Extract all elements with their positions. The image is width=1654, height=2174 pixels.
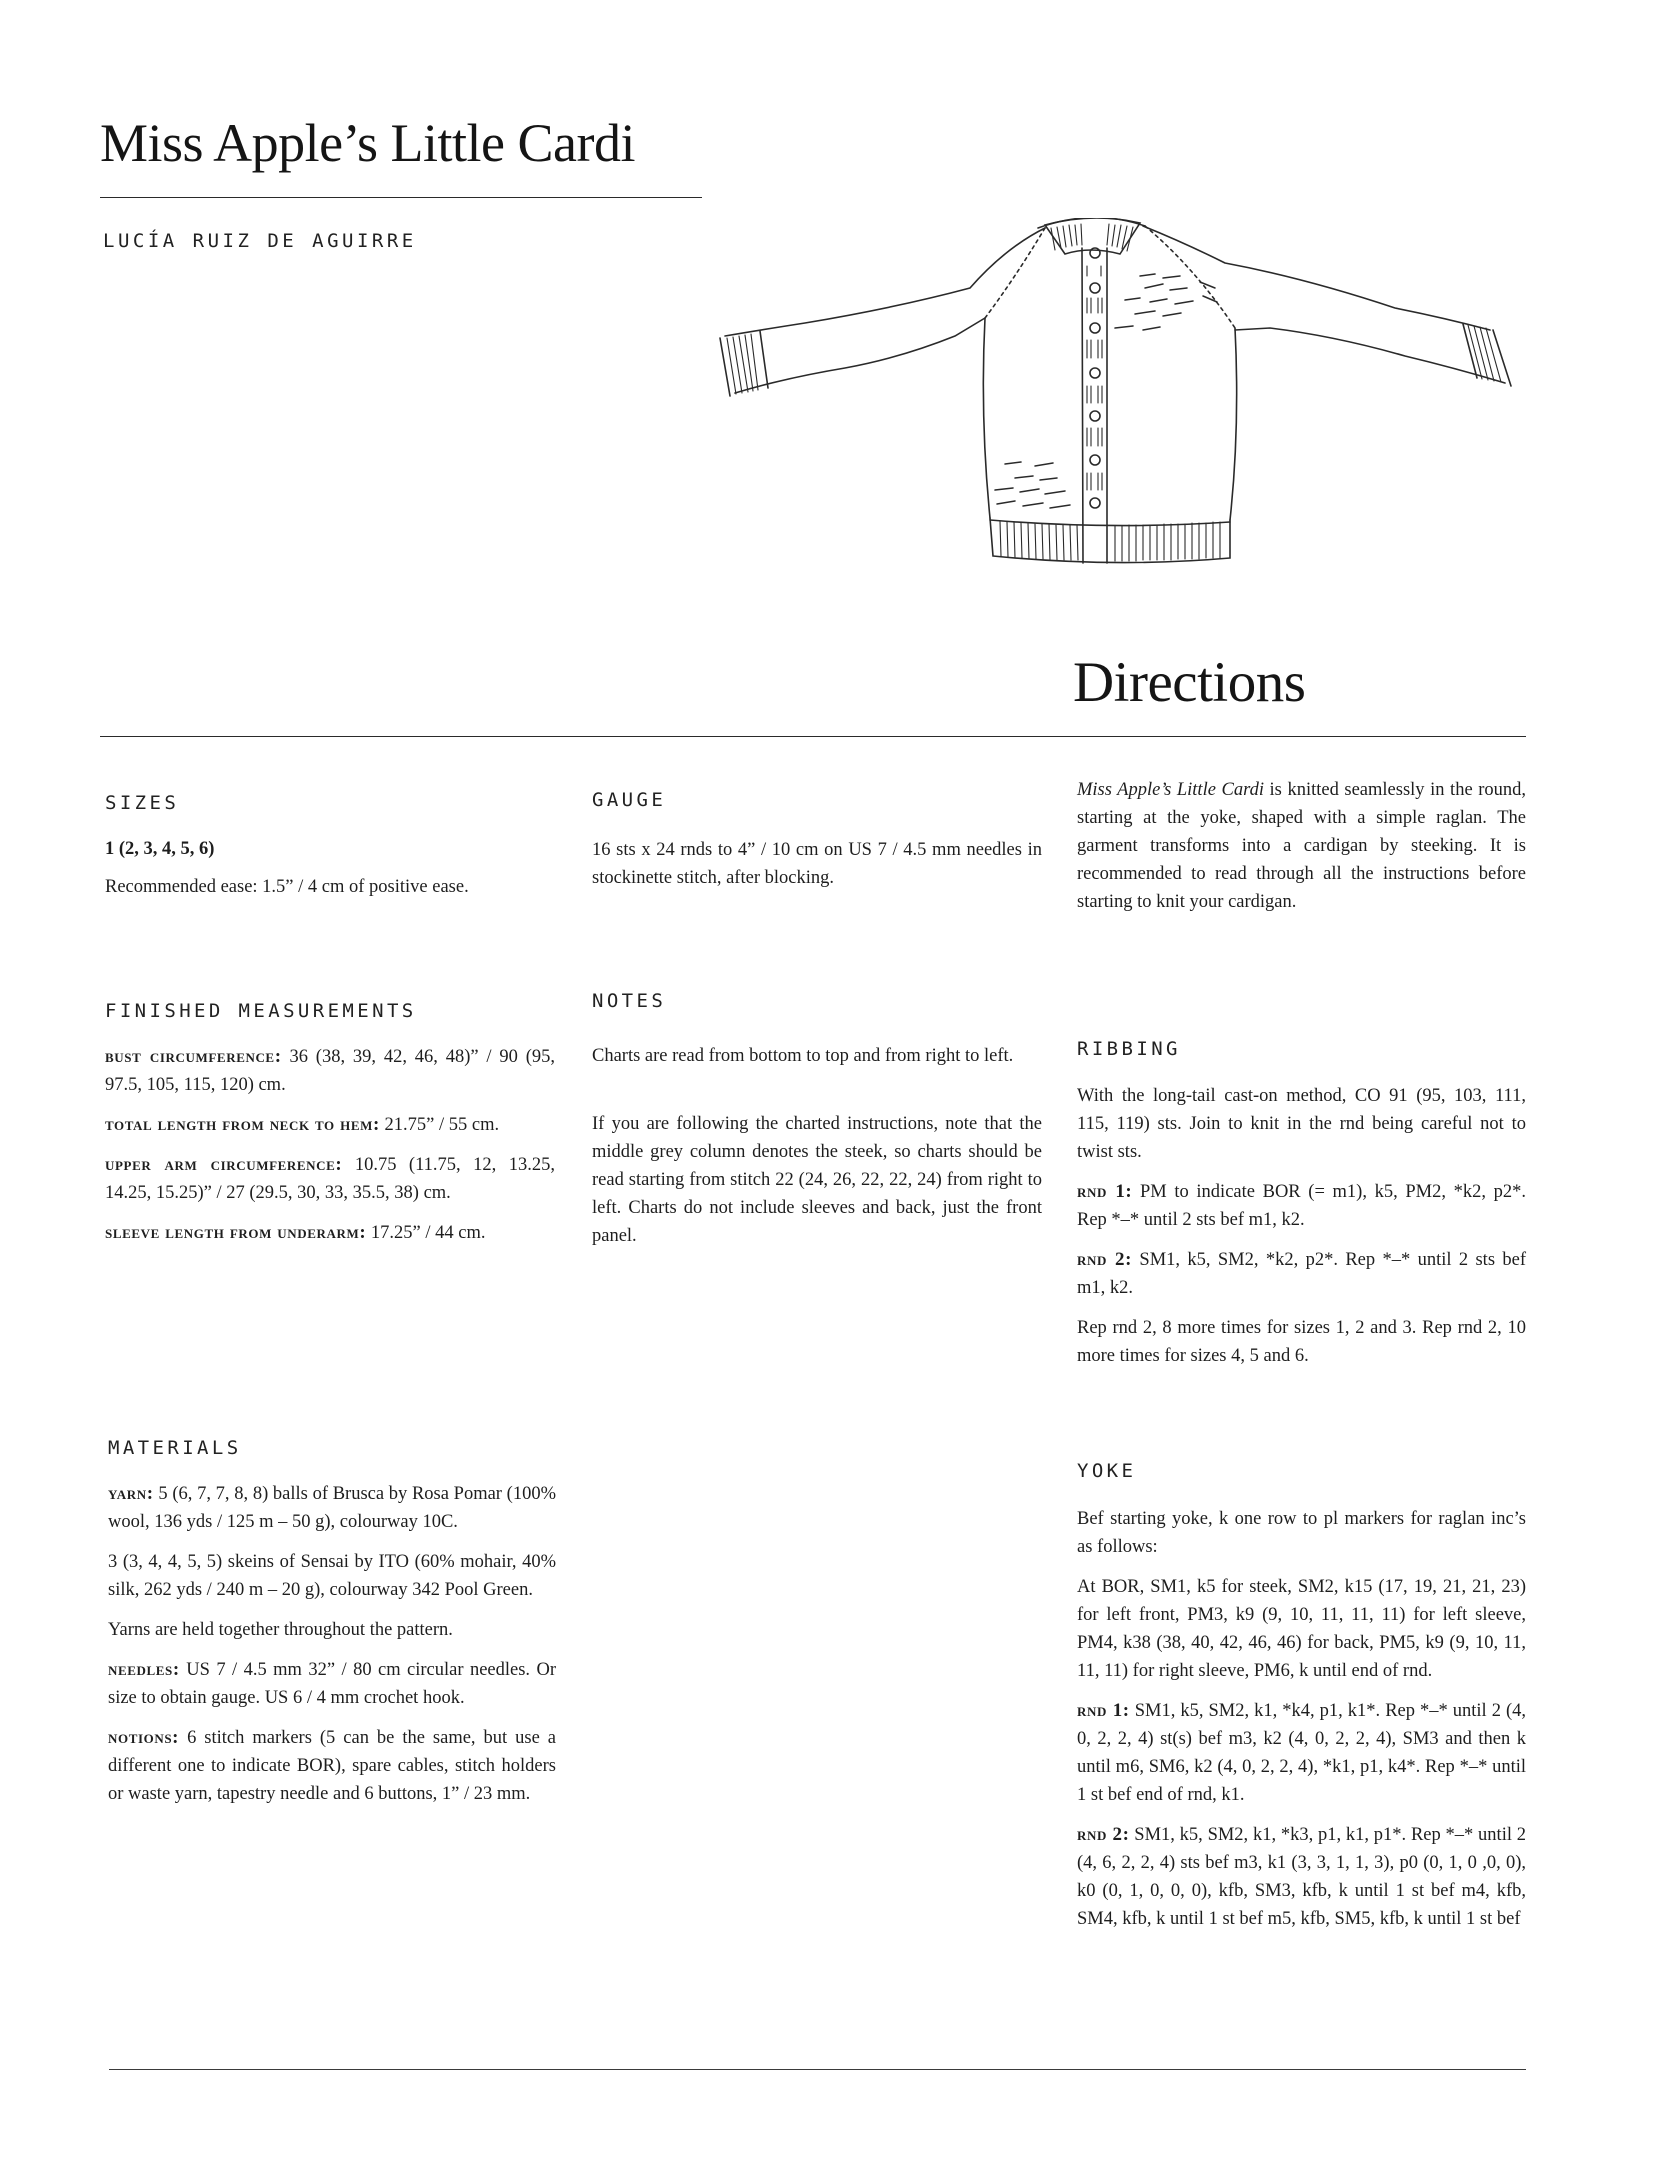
author-name: LUCÍA RUIZ DE AGUIRRE	[103, 230, 417, 252]
measurement-sleeve: sleeve length from underarm: 17.25” / 44 cm.	[105, 1222, 486, 1243]
sizes-heading: SIZES	[105, 792, 180, 814]
yoke-round-1: rnd 1: SM1, k5, SM2, k1, *k4, p1, k1*. Rep *–* until 2 (4, 0, 2, 2, 4) st(s) bef m3, k2 (4, 0, 2, 2, 4), SM3 and then k until m6, SM6, k2 (4, 0, 2, 2, 4), *k1, p1, k4*. Rep *–* until 1 st bef end of rnd, k1.	[1077, 1700, 1527, 1805]
materials-needles: needles: US 7 / 4.5 mm 32” / 80 cm circular needles. Or size to obtain gauge. US 6 / 4 mm crochet hook.	[108, 1659, 556, 1708]
ribbing-round-2: rnd 2: SM1, k5, SM2, *k2, p2*. Rep *–* until 2 sts bef m1, k2.	[1077, 1249, 1526, 1298]
yoke-intro: Bef starting yoke, k one row to pl markers for raglan inc’s as follows:	[1077, 1509, 1526, 1557]
yoke-round-2: rnd 2: SM1, k5, SM2, k1, *k3, p1, k1, p1*. Rep *–* until 2 (4, 6, 2, 2, 4) sts bef m3, k1 (3, 3, 1, 1, 3), p0 (0, 1, 0 ,0, 0), k0 (0, 1, 0, 0, 0), kfb, SM3, kfb, k until 1 st bef m4, kfb, SM4, kfb, k until 1 st bef m5, kfb, SM5, kfb, k until 1 st bef	[1077, 1824, 1526, 1929]
materials-yarn-2: 3 (3, 4, 4, 5, 5) skeins of Sensai by ITO (60% mohair, 40% silk, 262 yds / 240 m – 20 g), colourway 342 Pool Green.	[108, 1552, 556, 1600]
materials-notions: notions: 6 stitch markers (5 can be the same, but use a different one to indicate BOR), spare cables, stitch holders or waste yarn, tapestry needle and 6 buttons, 1” / 23 mm.	[108, 1727, 556, 1804]
section-title: Directions	[1073, 651, 1306, 714]
gauge-heading: GAUGE	[592, 789, 667, 811]
notes-paragraph-1: Charts are read from bottom to top and from right to left.	[592, 1046, 1014, 1066]
gauge-text: 16 sts x 24 rnds to 4” / 10 cm on US 7 / 4.5 mm needles in stockinette stitch, after blocking.	[592, 840, 1042, 888]
sizes-ease: Recommended ease: 1.5” / 4 cm of positive ease.	[105, 877, 469, 897]
cardigan-sketch-icon	[715, 218, 1517, 568]
measurement-length: total length from neck to hem: 21.75” / 55 cm.	[105, 1114, 500, 1135]
materials-note: Yarns are held together throughout the pattern.	[108, 1620, 453, 1640]
measurement-bust: bust circumference: 36 (38, 39, 42, 46, 48)” / 90 (95, 97.5, 105, 115, 120) cm.	[105, 1046, 555, 1095]
yoke-instructions	[1077, 1505, 1526, 1933]
section-divider	[100, 736, 1526, 737]
ribbing-cast-on: With the long-tail cast-on method, CO 91 (95, 103, 111, 115, 119) sts. Join to knit in the rnd being careful not to twist sts.	[1077, 1086, 1526, 1162]
ribbing-heading: RIBBING	[1077, 1038, 1181, 1060]
notes-heading: NOTES	[592, 990, 667, 1012]
measurements-list	[105, 1043, 555, 1247]
ribbing-round-1: rnd 1: PM to indicate BOR (= m1), k5, PM2, *k2, p2*. Rep *–* until 2 sts bef m1, k2.	[1077, 1181, 1526, 1230]
pattern-title: Miss Apple’s Little Cardi	[100, 113, 635, 173]
title-divider	[100, 197, 702, 198]
materials-yarn: yarn: 5 (6, 7, 7, 8, 8) balls of Brusca by Rosa Pomar (100% wool, 136 yds / 125 m – 50 g), colourway 10C.	[108, 1483, 556, 1532]
measurements-heading: FINISHED MEASUREMENTS	[105, 1000, 417, 1022]
intro-paragraph: Miss Apple’s Little Cardi is knitted seamlessly in the round, starting at the yoke, shaped with a simple raglan. The garment transforms into a cardigan by steeking. It is recommended to read through all the instructions before starting to knit your cardigan.	[1077, 780, 1526, 912]
notes-paragraph-2: If you are following the charted instructions, note that the middle grey column denotes the steek, so charts should be read starting from stitch 22 (24, 26, 22, 22, 24) from right to left. Charts do not include sleeves and back, just the front panel.	[592, 1114, 1042, 1246]
materials-list	[108, 1480, 556, 1808]
materials-heading: MATERIALS	[108, 1437, 242, 1459]
ribbing-instructions	[1077, 1082, 1526, 1370]
measurement-upper-arm: upper arm circumference: 10.75 (11.75, 12, 13.25, 14.25, 15.25)” / 27 (29.5, 30, 33, 35.5, 38) cm.	[105, 1154, 555, 1203]
yoke-heading: YOKE	[1077, 1460, 1137, 1482]
sizes-value: 1 (2, 3, 4, 5, 6)	[105, 839, 215, 859]
footer-divider	[109, 2069, 1526, 2070]
ribbing-repeat: Rep rnd 2, 8 more times for sizes 1, 2 and 3. Rep rnd 2, 10 more times for sizes 4, 5 and 6.	[1077, 1318, 1526, 1366]
yoke-markers: At BOR, SM1, k5 for steek, SM2, k15 (17, 19, 21, 21, 23) for left front, PM3, k9 (9, 10, 11, 11, 11) for left sleeve, PM4, k38 (38, 40, 42, 46, 46) for back, PM5, k9 (9, 10, 11, 11, 11) for right sleeve, PM6, k until end of rnd.	[1077, 1577, 1526, 1681]
